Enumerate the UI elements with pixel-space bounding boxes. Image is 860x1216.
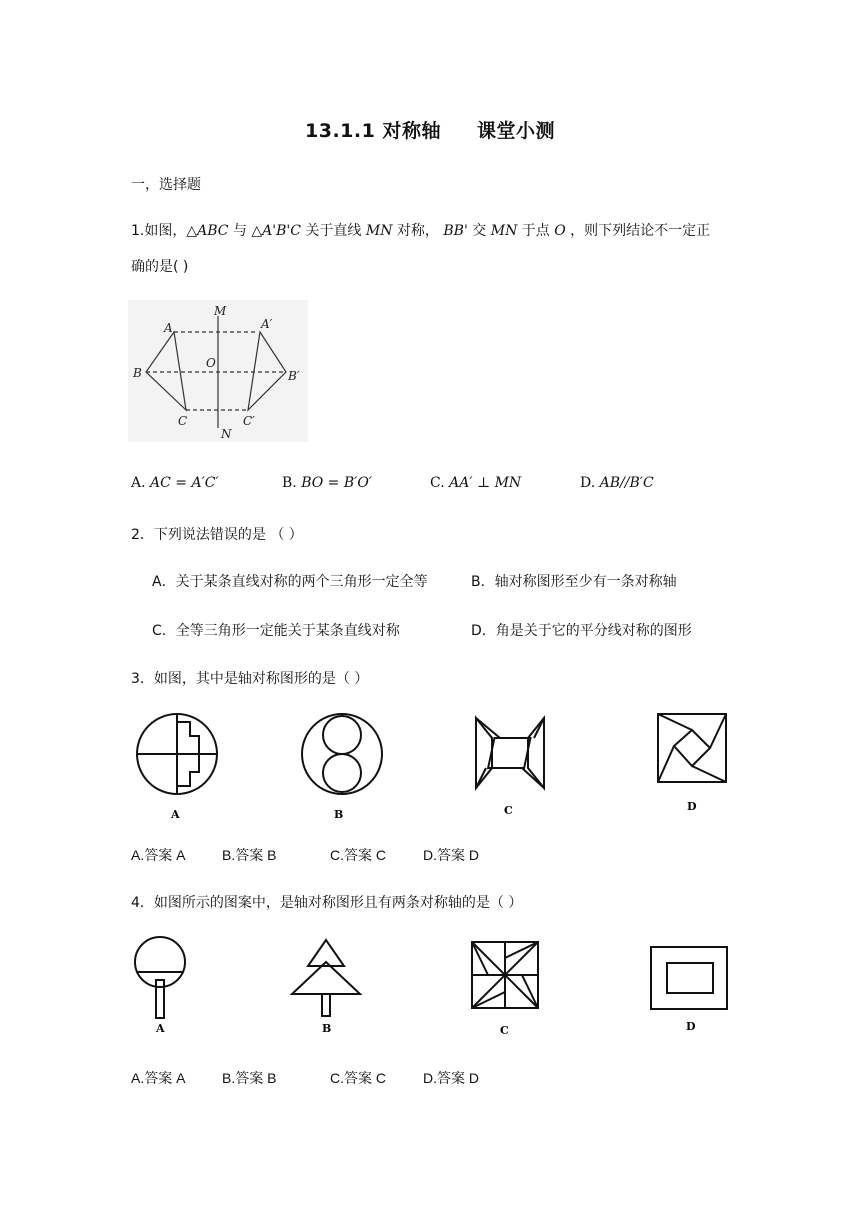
q3-label-a: A: [171, 808, 180, 821]
label-a-prime: A′: [261, 317, 273, 331]
q3-stem: 3．如图，其中是轴对称图形的是（ ）: [131, 671, 369, 687]
q3-label-c: C: [504, 804, 513, 817]
q4-figure-d: [648, 944, 732, 1040]
option-letter: B.: [282, 475, 302, 491]
q3-figure-c: [470, 712, 554, 820]
title-part1: 13.1.1 对称轴: [305, 120, 441, 142]
label-b-prime: B′: [288, 369, 300, 383]
q1-figure: [128, 300, 308, 442]
title-part2: 课堂小测: [476, 120, 555, 142]
q1-prefix: 1.如图，: [131, 223, 187, 239]
q2-option-a: A．关于某条直线对称的两个三角形一定全等: [152, 574, 428, 590]
option-letter: A.: [131, 475, 151, 491]
q1-point-o: O: [554, 223, 566, 239]
q1-stem: [131, 220, 710, 240]
option-expr: BO = B′O′: [301, 475, 372, 491]
q3-figure-d: [654, 710, 734, 820]
q3-figure-b: [298, 710, 388, 822]
label-o: O: [206, 356, 216, 370]
label-a: A: [164, 321, 173, 335]
q1-triangle-1: △ABC: [186, 223, 229, 239]
q4-figure-b: [288, 938, 368, 1038]
q3-answer-c: C.答案 C: [330, 847, 386, 863]
section-heading: 一，选择题: [131, 177, 201, 193]
q3-answer-b: B.答案 B: [222, 847, 277, 863]
label-n: N: [221, 427, 232, 441]
option-letter: C.: [430, 475, 450, 491]
q1-option-a: [131, 475, 219, 491]
q1-text: 对称，: [392, 223, 444, 239]
q3-label-d: D: [687, 800, 697, 813]
q1-line-mn: MN: [490, 223, 518, 239]
q4-answer-a: A.答案 A: [131, 1070, 186, 1086]
q2-option-b: B．轴对称图形至少有一条对称轴: [471, 574, 677, 590]
label-c-prime: C′: [243, 414, 255, 428]
q3-figure-a: [135, 712, 225, 822]
q4-label-a: A: [156, 1022, 165, 1035]
q1-text: ，则下列结论不一定正: [565, 223, 711, 239]
q1-triangle-2: △A'B'C: [251, 223, 301, 239]
option-expr: AA′ ⊥ MN: [449, 475, 522, 491]
q3-answer-d: D.答案 D: [423, 847, 479, 863]
q1-option-c: [430, 475, 521, 491]
q4-stem: 4．如图所示的图案中，是轴对称图形且有两条对称轴的是（ ）: [131, 895, 523, 911]
q3-label-b: B: [334, 808, 344, 821]
option-letter: D.: [580, 475, 600, 491]
option-expr: AC = A′C′: [150, 475, 219, 491]
q4-figure-c: [466, 936, 546, 1040]
q1-text: 交: [467, 223, 491, 239]
q2-option-c: C．全等三角形一定能关于某条直线对称: [152, 623, 400, 639]
q1-text: 关于直线: [300, 223, 366, 239]
q2-stem: 2．下列说法错误的是 （ ）: [131, 527, 303, 543]
q1-option-d: [580, 475, 654, 491]
q4-label-d: D: [686, 1020, 696, 1033]
q1-text: 于点: [517, 223, 555, 239]
q1-line-mn: MN: [365, 223, 393, 239]
page-title: [0, 116, 860, 143]
q4-figure-a: [130, 936, 194, 1036]
q4-label-b: B: [322, 1022, 332, 1035]
q4-answer-d: D.答案 D: [423, 1070, 479, 1086]
q3-answer-a: A.答案 A: [131, 847, 186, 863]
q1-text: 与: [228, 223, 252, 239]
q1-option-b: [282, 475, 372, 491]
q4-label-c: C: [500, 1024, 509, 1037]
q2-option-d: D．角是关于它的平分线对称的图形: [471, 623, 692, 639]
q1-segment-bb: BB': [443, 223, 468, 239]
q4-answer-b: B.答案 B: [222, 1070, 277, 1086]
q4-answer-c: C.答案 C: [330, 1070, 386, 1086]
label-c: C: [178, 414, 188, 428]
label-b: B: [133, 366, 142, 380]
option-expr: AB//B′C: [599, 475, 654, 491]
label-m: M: [214, 304, 227, 318]
q1-stem-line2: 确的是( ): [131, 259, 189, 275]
